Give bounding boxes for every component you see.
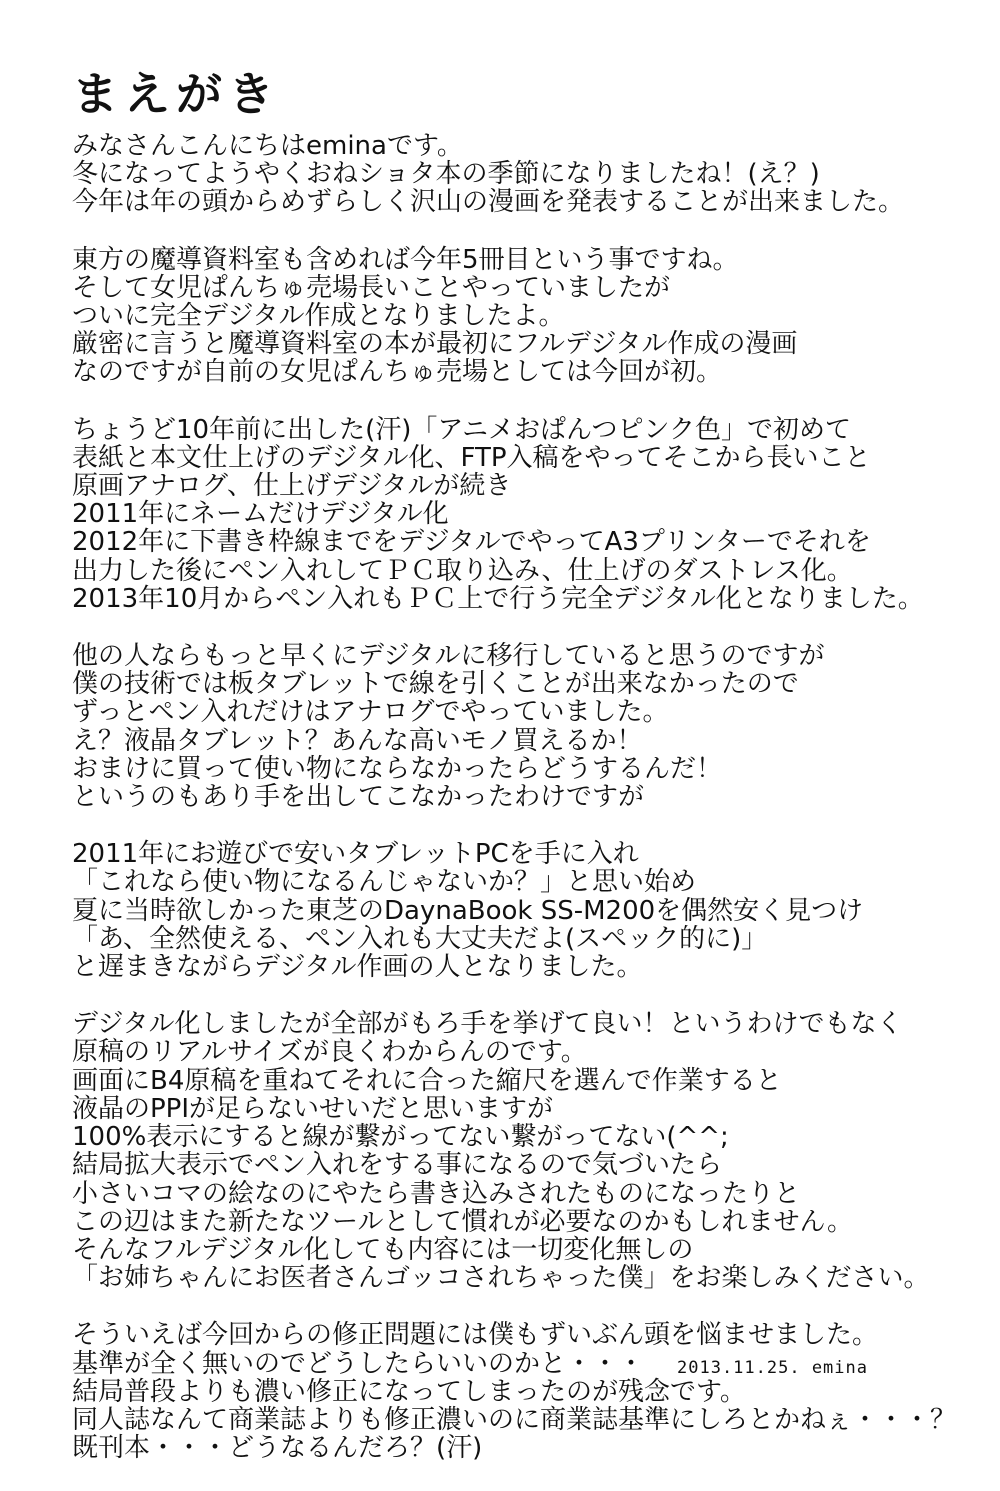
- text-line: 2013年10月からペン入れもＰＣ上で行う完全デジタル化となりました。: [72, 583, 924, 614]
- text-line: そういえば今回からの修正問題には僕もずいぶん頭を悩ませました。: [72, 1320, 879, 1351]
- text-line: 2012年に下書き枠線までをデジタルでやってA3プリンターでそれを: [72, 527, 871, 558]
- text-line: 出力した後にペン入れしてＰＣ取り込み、仕上げのダストレス化。: [72, 555, 853, 586]
- paragraph: [72, 246, 962, 387]
- text-line: この辺はまた新たなツールとして慣れが必要なのかもしれません。: [72, 1206, 854, 1237]
- text-line: 東方の魔導資料室も含めれば今年5冊目という事ですね。: [72, 244, 739, 275]
- signature-date: 2013.11.25. emina: [677, 1358, 868, 1378]
- text-line: 結局拡大表示でペン入れをする事になるので気づいたら: [72, 1150, 723, 1181]
- text-line: みなさんこんにちはeminaです。: [72, 131, 463, 161]
- paragraph: [72, 1010, 962, 1292]
- text-line: というのもあり手を出してこなかったわけですが: [72, 782, 645, 813]
- text-line: 「これなら使い物になるんじゃないか？」と思い始め: [72, 867, 697, 898]
- text-line: 原画アナログ、仕上げデジタルが続き: [72, 471, 512, 502]
- text-line: 厳密に言うと魔導資料室の本が最初にフルデジタル作成の漫画: [72, 329, 798, 360]
- text-line: 100%表示にすると線が繋がってない繋がってない(^^;: [72, 1122, 729, 1153]
- text-line: え？液晶タブレット？あんな高いモノ買えるか！: [72, 725, 643, 756]
- text-line: 表紙と本文仕上げのデジタル化、FTP入稿をやってそこから長いこと: [72, 442, 871, 473]
- text-line: ずっとペン入れだけはアナログでやっていました。: [72, 697, 669, 728]
- text-line: 液晶のPPIが足らないせいだと思いますが: [72, 1093, 554, 1124]
- text-line: 小さいコマの絵なのにやたら書き込みされたものになったりと: [72, 1178, 801, 1209]
- text-line: 「あ、全然使える、ペン入れも大丈夫だよ(スペック的に)」: [72, 923, 768, 954]
- text-line: 原稿のリアルサイズが良くわからんのです。: [72, 1037, 587, 1068]
- text-line: そんなフルデジタル化しても内容には一切変化無しの: [72, 1234, 694, 1265]
- paragraph: [72, 1321, 962, 1462]
- text-line: おまけに買って使い物にならなかったらどうするんだ！: [72, 753, 723, 784]
- paragraph: [72, 416, 962, 613]
- text-line: 結局普段よりも濃い修正になってしまったのが残念です。: [72, 1376, 746, 1407]
- text-line: と遅まきながらデジタル作画の人となりました。: [72, 952, 643, 983]
- text-line: 既刊本・・・どうなるんだろ？(汗): [72, 1433, 483, 1464]
- text-line: 今年は年の頭からめずらしく沢山の漫画を発表することが出来ました。: [72, 187, 905, 218]
- text-line: 「お姉ちゃんにお医者さんゴッコされちゃった僕」をお楽しみください。: [72, 1263, 930, 1294]
- text-line: なのですが自前の女児ぱんちゅ売場としては今回が初。: [72, 357, 723, 388]
- paragraph: [72, 132, 962, 217]
- paragraph: [72, 840, 962, 981]
- text-line: デジタル化しましたが全部がもろ手を挙げて良い！というわけでもなく: [72, 1009, 903, 1040]
- text-line: ちょうど10年前に出した(汗)「アニメおぱんつピンク色」で初めて: [72, 414, 852, 445]
- text-line: 夏に当時欲しかった東芝のDaynaBook SS-M200を偶然安く見つけ: [72, 895, 864, 926]
- text-line: 同人誌なんて商業誌よりも修正濃いのに商業誌基準にしろとかねぇ・・・？: [72, 1404, 957, 1435]
- text-line: 2011年にネームだけデジタル化: [72, 499, 449, 530]
- text-line: 基準が全く無いのでどうしたらいいのかと・・・: [72, 1348, 645, 1379]
- body-text: [72, 132, 962, 1491]
- text-line: 冬になってようやくおねショタ本の季節になりましたね！(え？): [72, 159, 820, 190]
- text-line: 2011年にお遊びで安いタブレットPCを手に入れ: [72, 839, 639, 870]
- text-line: 他の人ならもっと早くにデジタルに移行していると思うのですが: [72, 641, 825, 672]
- paragraph: [72, 642, 962, 811]
- text-line: 僕の技術では板タブレットで線を引くことが出来なかったので: [72, 669, 799, 700]
- page-title: まえがき: [72, 67, 280, 121]
- text-line: 画面にB4原稿を重ねてそれに合った縮尺を選んで作業すると: [72, 1065, 782, 1096]
- text-line: ついに完全デジタル作成となりましたよ。: [72, 301, 565, 332]
- text-line: そして女児ぱんちゅ売場長いことやっていましたが: [72, 272, 671, 303]
